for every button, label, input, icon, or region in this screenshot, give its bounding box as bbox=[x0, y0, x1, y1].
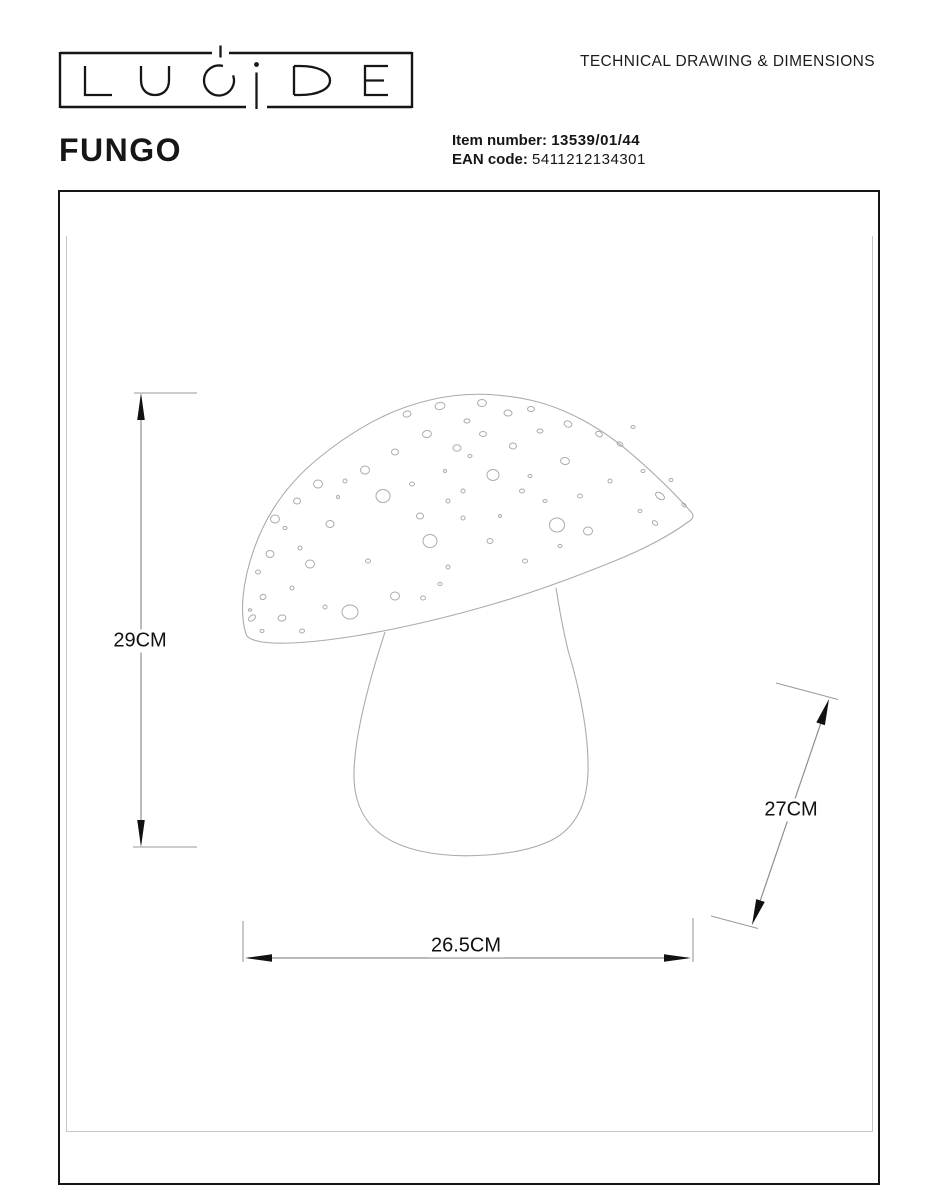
item-number-row bbox=[452, 131, 646, 150]
document-title: TECHNICAL DRAWING & DIMENSIONS bbox=[579, 53, 875, 70]
product-name: FUNGO bbox=[59, 132, 183, 168]
logo-i-dot bbox=[254, 62, 259, 67]
logo-box-sides bbox=[60, 52, 412, 108]
depth-dimension-label: 27CM bbox=[761, 799, 820, 822]
ean-code-value: 5411212134301 bbox=[532, 151, 646, 168]
lucide-logo bbox=[0, 0, 460, 130]
logo-letters bbox=[85, 46, 388, 110]
item-number-value: 13539/01/44 bbox=[551, 132, 641, 149]
product-meta bbox=[452, 131, 646, 169]
drawing-inner-frame bbox=[66, 236, 873, 1132]
item-number-label: Item number: bbox=[452, 132, 548, 149]
height-dimension-label: 29CM bbox=[110, 630, 169, 653]
width-dimension-label: 26.5CM bbox=[428, 935, 504, 958]
ean-code-row bbox=[452, 150, 646, 169]
ean-code-label: EAN code: bbox=[452, 151, 528, 168]
